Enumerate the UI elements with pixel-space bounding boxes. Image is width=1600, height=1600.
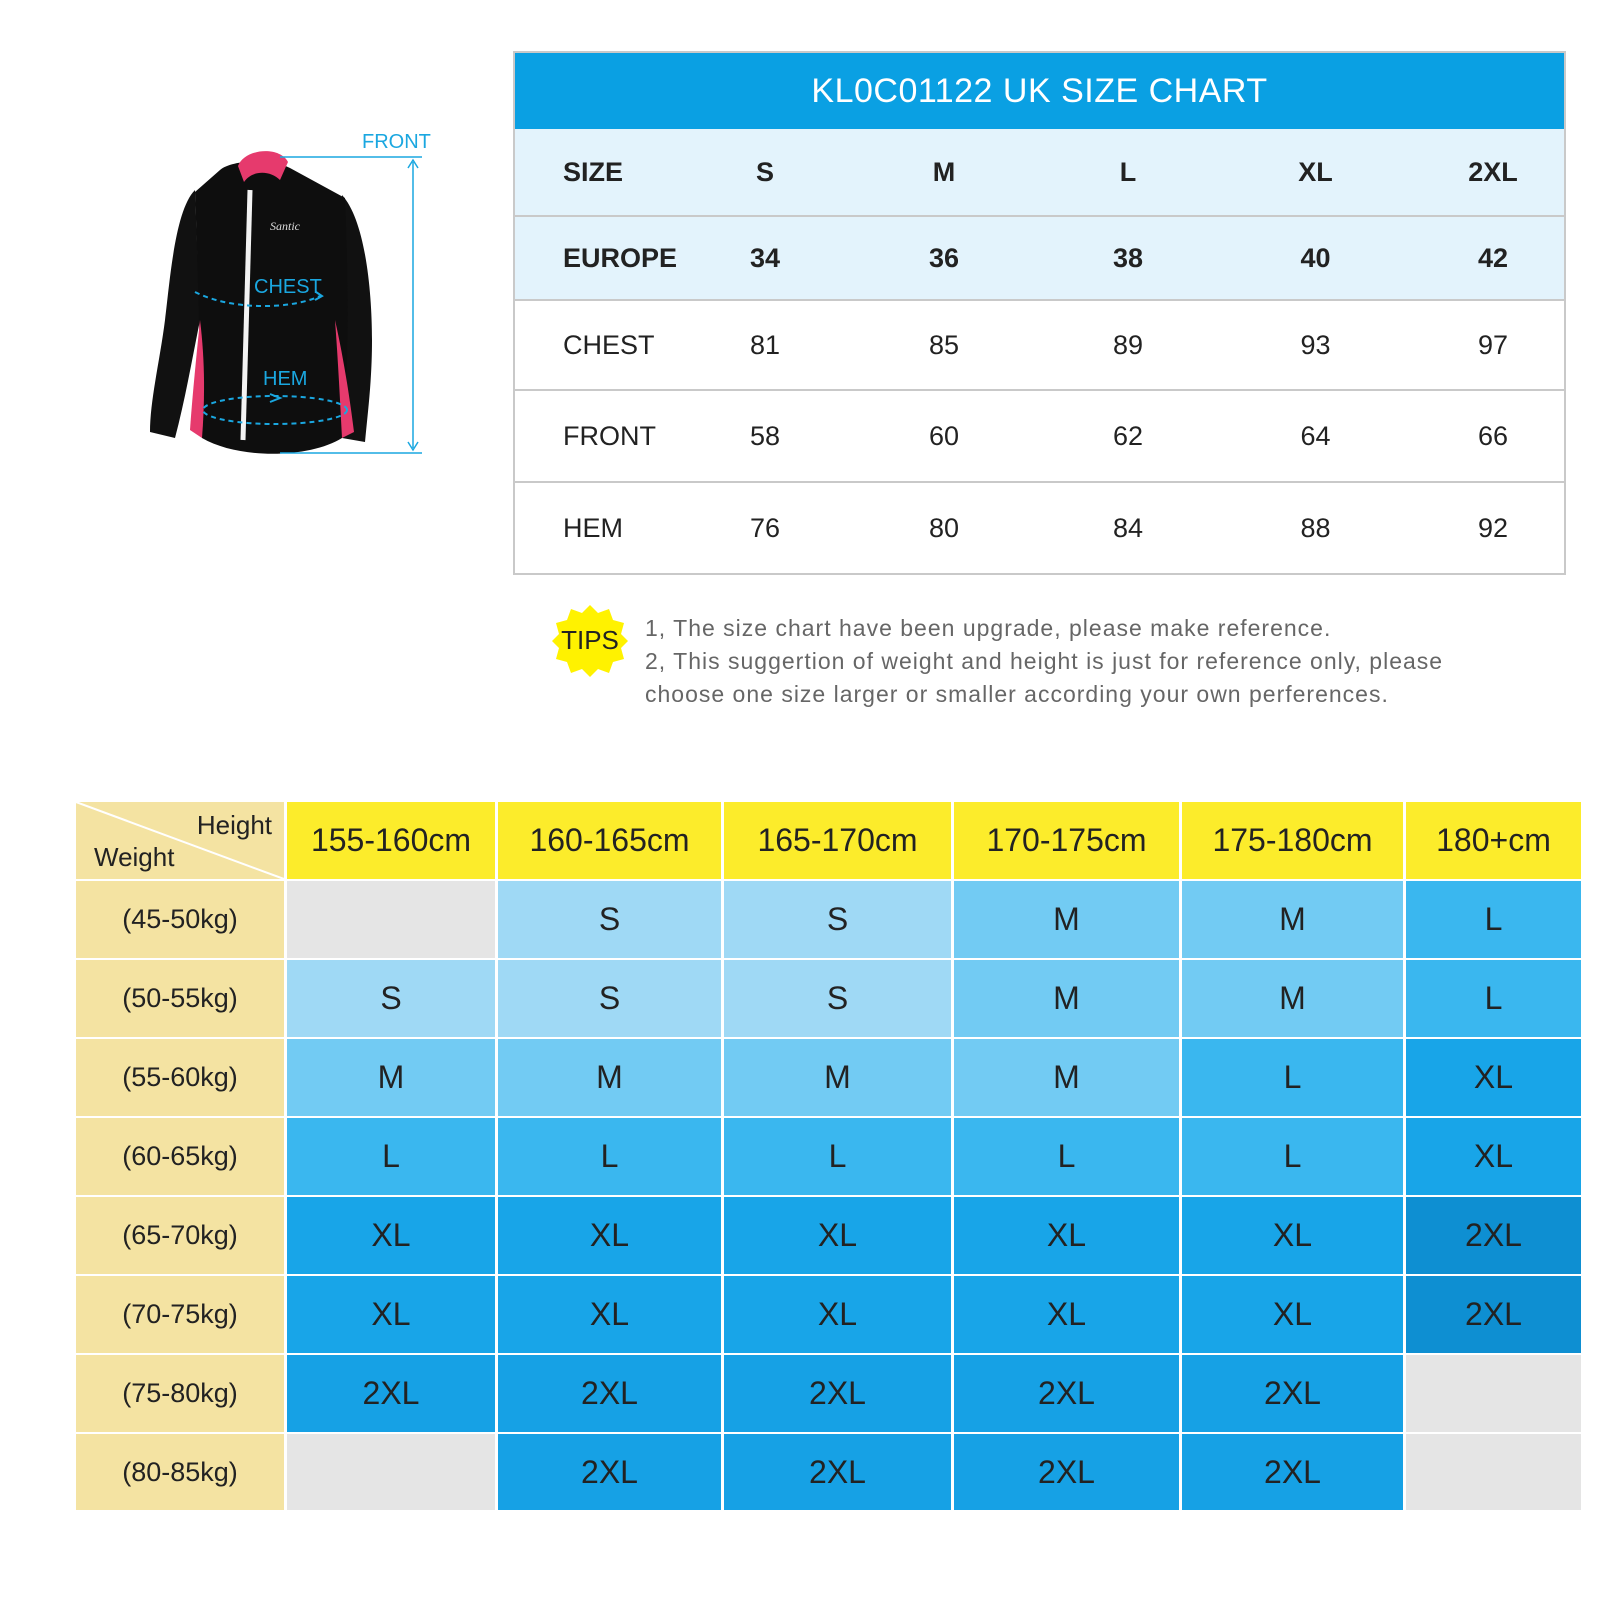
size-cell: XL [724, 1276, 951, 1353]
size-cell: 2XL [1182, 1434, 1403, 1510]
cell: M [932, 156, 956, 187]
size-cell: S [724, 881, 951, 958]
cell: 62 [1112, 420, 1144, 451]
size-row [515, 129, 1564, 215]
chest-label: CHEST [254, 276, 322, 298]
cell: 97 [1477, 329, 1509, 360]
size-cell: XL [287, 1197, 495, 1274]
cell: 76 [749, 512, 781, 543]
empty-cell [287, 881, 495, 958]
size-cell: L [498, 1118, 721, 1195]
size-cell: XL [1406, 1118, 1581, 1195]
size-cell: XL [498, 1276, 721, 1353]
cell: 89 [1112, 329, 1144, 360]
chest-row [515, 299, 1564, 389]
size-cell: M [1182, 960, 1403, 1037]
size-cell: M [954, 960, 1179, 1037]
height-header: 155-160cm [287, 802, 495, 879]
size-cell: XL [1182, 1197, 1403, 1274]
europe-row [515, 215, 1564, 299]
cell: 88 [1300, 512, 1331, 543]
corner-height-label: Height [196, 810, 272, 840]
tip-line: 1, The size chart have been upgrade, please make reference. [645, 615, 1332, 641]
size-cell: L [724, 1118, 951, 1195]
size-cell: 2XL [287, 1355, 495, 1432]
tips-text [645, 612, 1545, 711]
size-cell: M [724, 1039, 951, 1116]
cell: L [1119, 156, 1137, 187]
size-cell: 2XL [1406, 1276, 1581, 1353]
cell: 80 [928, 512, 960, 543]
cell: XL [1298, 156, 1333, 187]
tips-badge [552, 603, 628, 679]
weight-label: (65-70kg) [76, 1197, 284, 1274]
size-cell: M [954, 881, 1179, 958]
grid-corner [76, 802, 284, 879]
size-cell: XL [498, 1197, 721, 1274]
size-cell: S [498, 960, 721, 1037]
row-label: HEM [563, 512, 623, 543]
cell: 85 [928, 329, 960, 360]
cell: 81 [749, 329, 781, 360]
height-header: 170-175cm [954, 802, 1179, 879]
tip-line: choose one size larger or smaller according your own perferences. [645, 681, 1389, 707]
weight-label: (80-85kg) [76, 1434, 284, 1510]
size-chart-table [513, 51, 1566, 575]
weight-label: (45-50kg) [76, 881, 284, 958]
cell: 36 [928, 242, 960, 273]
weight-label: (75-80kg) [76, 1355, 284, 1432]
size-cell: S [724, 960, 951, 1037]
empty-cell [1406, 1355, 1581, 1432]
height-header: 175-180cm [1182, 802, 1403, 879]
cell: 58 [749, 420, 781, 451]
cell: 2XL [1468, 156, 1518, 187]
height-header: 160-165cm [498, 802, 721, 879]
cell: 42 [1477, 242, 1509, 273]
corner-weight-label: Weight [94, 842, 175, 872]
size-cell: 2XL [1406, 1197, 1581, 1274]
row-label: FRONT [563, 420, 656, 451]
cell: 93 [1300, 329, 1331, 360]
cell: 84 [1112, 512, 1144, 543]
size-cell: 2XL [954, 1434, 1179, 1510]
size-cell: 2XL [954, 1355, 1179, 1432]
size-cell: L [287, 1118, 495, 1195]
brand-logo: Santic [270, 219, 300, 233]
size-cell: XL [954, 1276, 1179, 1353]
cell: 34 [749, 242, 781, 273]
tips-badge-text: TIPS [561, 625, 619, 655]
hem-row [515, 481, 1564, 573]
size-cell: L [1406, 881, 1581, 958]
cell: S [755, 156, 774, 187]
size-cell: L [1182, 1039, 1403, 1116]
weight-label: (70-75kg) [76, 1276, 284, 1353]
height-header: 165-170cm [724, 802, 951, 879]
front-row [515, 389, 1564, 481]
cell: 60 [928, 420, 960, 451]
jacket-diagram [120, 120, 440, 480]
weight-label: (50-55kg) [76, 960, 284, 1037]
size-cell: XL [1182, 1276, 1403, 1353]
hem-label: HEM [263, 368, 308, 390]
size-cell: XL [1406, 1039, 1581, 1116]
tips-badge-shape [552, 603, 628, 679]
size-cell: 2XL [724, 1434, 951, 1510]
size-cell: M [498, 1039, 721, 1116]
row-label: CHEST [563, 329, 655, 360]
size-cell: 2XL [498, 1434, 721, 1510]
size-cell: 2XL [724, 1355, 951, 1432]
size-cell: 2XL [1182, 1355, 1403, 1432]
size-cell: M [1182, 881, 1403, 958]
jacket-illustration [120, 120, 440, 480]
cell: 92 [1477, 512, 1509, 543]
size-cell: L [1182, 1118, 1403, 1195]
cell: 64 [1300, 420, 1331, 451]
size-cell: S [498, 881, 721, 958]
weight-label: (55-60kg) [76, 1039, 284, 1116]
cell: 40 [1300, 242, 1331, 273]
size-cell: S [287, 960, 495, 1037]
cell: 38 [1112, 242, 1144, 273]
weight-label: (60-65kg) [76, 1118, 284, 1195]
size-cell: XL [724, 1197, 951, 1274]
empty-cell [1406, 1434, 1581, 1510]
size-cell: XL [954, 1197, 1179, 1274]
cell: 66 [1477, 420, 1509, 451]
size-cell: M [287, 1039, 495, 1116]
size-cell: L [1406, 960, 1581, 1037]
row-label: SIZE [563, 156, 624, 187]
front-label: FRONT [362, 131, 431, 153]
size-cell: XL [287, 1276, 495, 1353]
empty-cell [287, 1434, 495, 1510]
size-chart-title: KL0C01122 UK SIZE CHART [515, 53, 1564, 129]
size-cell: L [954, 1118, 1179, 1195]
tip-line: 2, This suggertion of weight and height is just for reference only, please [645, 648, 1444, 674]
row-label: EUROPE [563, 242, 678, 273]
height-header: 180+cm [1406, 802, 1581, 879]
size-cell: M [954, 1039, 1179, 1116]
size-cell: 2XL [498, 1355, 721, 1432]
